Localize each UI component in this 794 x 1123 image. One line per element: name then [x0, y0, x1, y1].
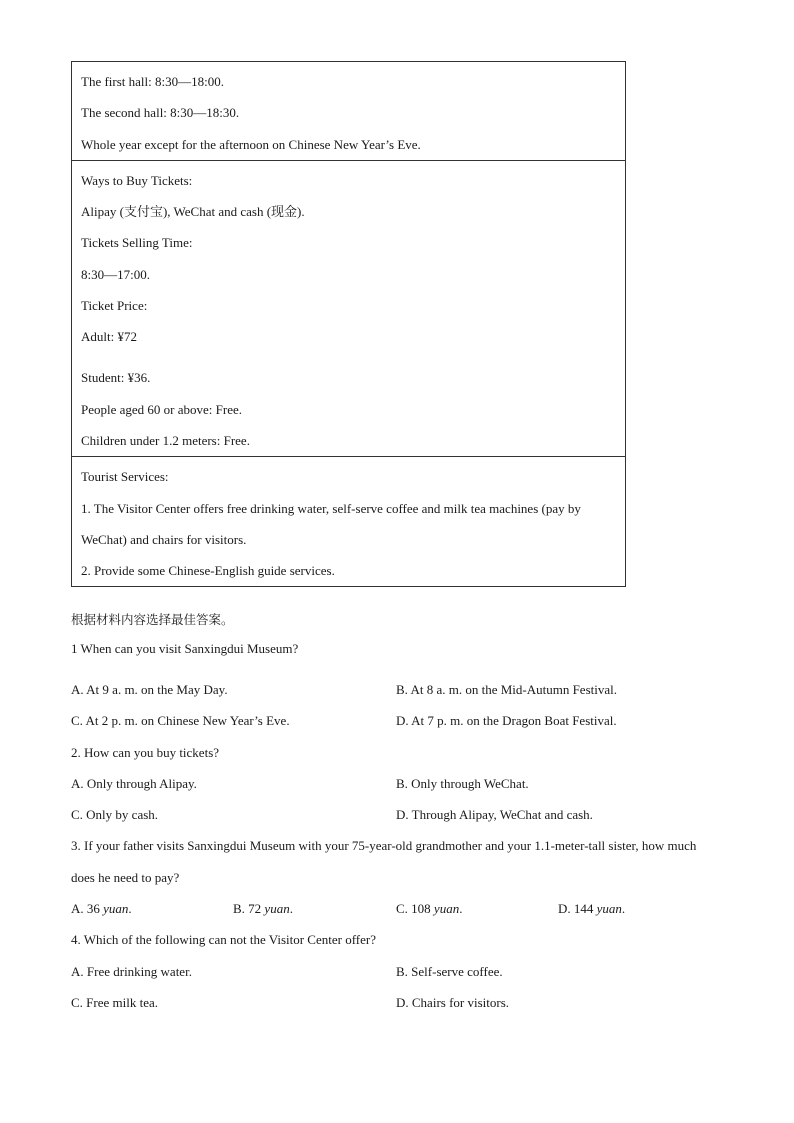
- question-4-options-cd: [71, 987, 721, 1018]
- ticket-price-heading: Ticket Price:: [81, 298, 148, 314]
- adult-price: Adult: ¥72: [81, 329, 137, 345]
- children-price: Children under 1.2 meters: Free.: [81, 432, 250, 448]
- museum-info-table: [71, 61, 626, 587]
- q3-option-b[interactable]: B. 72 yuan.: [233, 901, 293, 917]
- question-2-options-ab: [71, 768, 721, 799]
- tickets-section: [72, 160, 625, 456]
- q3-option-c-unit: yuan: [433, 901, 460, 917]
- question-4-stem: 4. Which of the following can not the Visitor Center offer?: [71, 932, 377, 948]
- q2-option-c[interactable]: C. Only by cash.: [71, 807, 159, 823]
- q3-option-a-unit: yuan: [103, 901, 129, 917]
- guide-service: 2. Provide some Chinese-English guide services.: [81, 563, 335, 579]
- payment-methods: Alipay (支付宝), WeChat and cash (现金).: [81, 204, 305, 220]
- q3-option-c[interactable]: C. 108 yuan.: [396, 901, 463, 917]
- q3-option-c-value: C. 108: [396, 901, 431, 917]
- question-1-options-cd: [71, 705, 721, 736]
- first-hall-hours: The first hall: 8:30—18:00.: [81, 74, 224, 89]
- q3-option-b-unit: yuan: [264, 901, 290, 917]
- question-1-options-ab: [71, 674, 721, 705]
- tourist-services-section: [72, 456, 625, 586]
- opening-hours-section: [72, 62, 625, 160]
- opening-exception: Whole year except for the afternoon on Chinese New Year’s Eve.: [81, 136, 421, 152]
- selling-time-heading: Tickets Selling Time:: [81, 235, 193, 251]
- q1-option-b[interactable]: B. At 8 a. m. on the Mid-Autumn Festival.: [396, 682, 617, 697]
- question-1-stem: 1 When can you visit Sanxingdui Museum?: [71, 641, 299, 656]
- q4-option-c[interactable]: C. Free milk tea.: [71, 994, 159, 1010]
- ways-to-buy-heading: Ways to Buy Tickets:: [81, 172, 193, 188]
- q4-option-d[interactable]: D. Chairs for visitors.: [396, 994, 510, 1010]
- q4-option-b[interactable]: B. Self-serve coffee.: [396, 963, 503, 979]
- senior-price: People aged 60 or above: Free.: [81, 401, 243, 417]
- q1-option-d[interactable]: D. At 7 p. m. on the Dragon Boat Festival.: [396, 713, 617, 729]
- q1-option-c[interactable]: C. At 2 p. m. on Chinese New Year’s Eve.: [71, 713, 290, 729]
- q4-option-a[interactable]: A. Free drinking water.: [71, 963, 192, 979]
- q3-option-d-unit: yuan: [596, 901, 622, 917]
- question-2-options-cd: [71, 799, 721, 830]
- q3-option-a-value: A. 36: [71, 901, 100, 917]
- services-heading: Tourist Services:: [81, 469, 169, 485]
- q3-option-a[interactable]: A. 36 yuan.: [71, 901, 132, 917]
- q3-option-d-value: D. 144: [558, 901, 594, 917]
- q1-option-a[interactable]: A. At 9 a. m. on the May Day.: [71, 682, 228, 697]
- question-2-stem: 2. How can you buy tickets?: [71, 744, 220, 760]
- q3-option-b-value: B. 72: [233, 901, 262, 917]
- question-3-options: [71, 893, 721, 924]
- instruction-text: 根据材料内容选择最佳答案。: [71, 612, 234, 627]
- question-4-options-ab: [71, 956, 721, 987]
- visitor-center-service: 1. The Visitor Center offers free drinking water, self-serve coffee and milk tea machines (pay by WeChat) and chairs for visitors.: [81, 500, 581, 547]
- q2-option-b[interactable]: B. Only through WeChat.: [396, 775, 529, 791]
- q2-option-a[interactable]: A. Only through Alipay.: [71, 775, 197, 791]
- question-3-stem: 3. If your father visits Sanxingdui Museum with your 75-year-old grandmother and your 1.1-meter-tall sister, how much does he need to pay?: [71, 838, 697, 885]
- q3-option-d[interactable]: D. 144 yuan.: [558, 901, 626, 917]
- second-hall-hours: The second hall: 8:30—18:30.: [81, 105, 240, 121]
- q2-option-d[interactable]: D. Through Alipay, WeChat and cash.: [396, 807, 593, 823]
- selling-time: 8:30—17:00.: [81, 266, 150, 282]
- student-price: Student: ¥36.: [81, 370, 151, 386]
- questions-area: [71, 607, 721, 1018]
